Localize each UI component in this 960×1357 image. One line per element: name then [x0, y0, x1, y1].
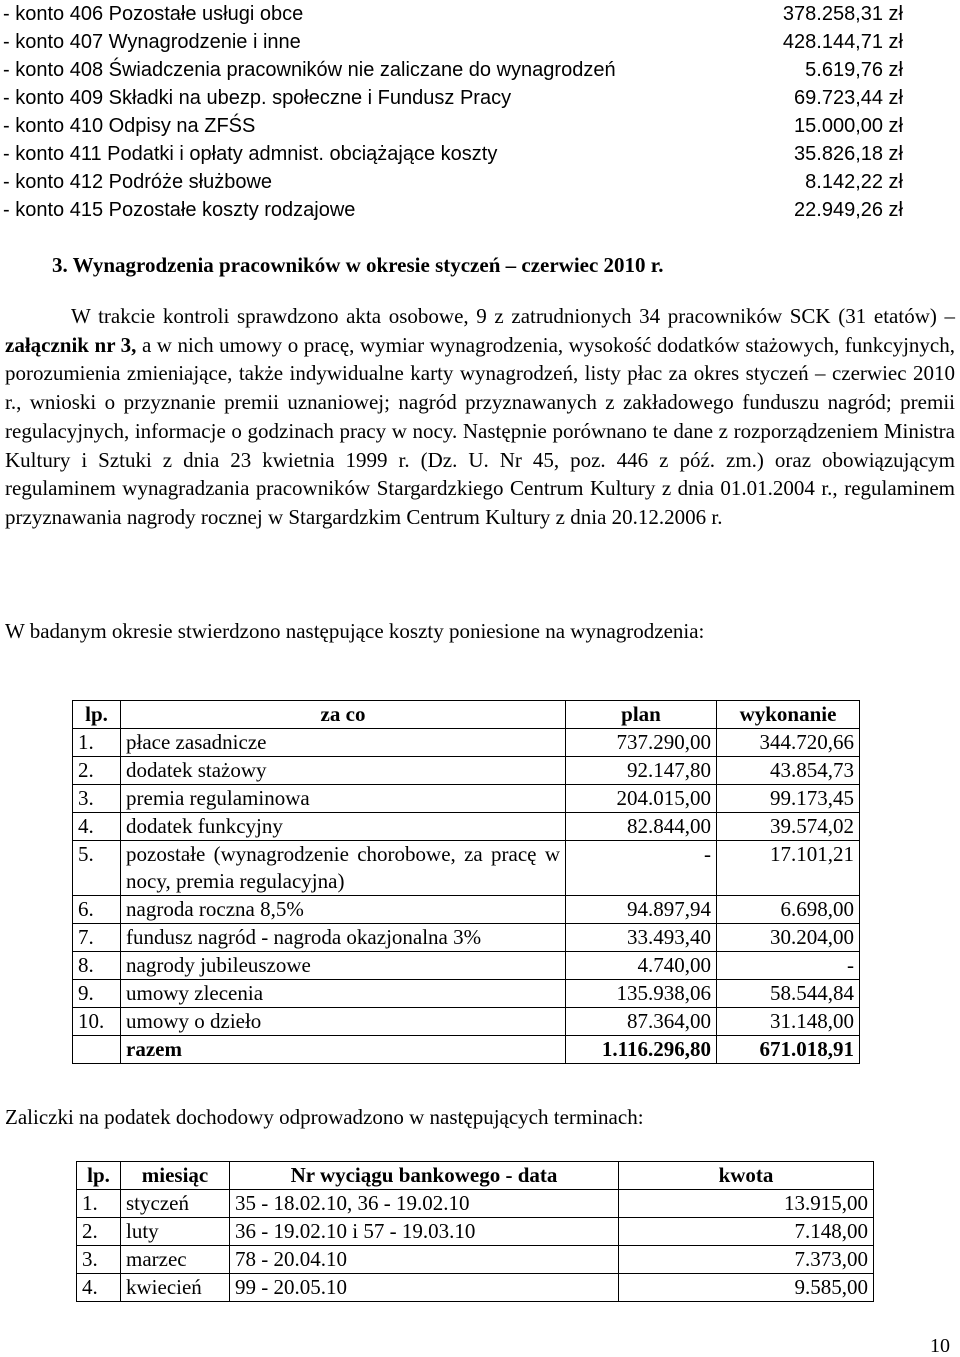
header-plan: plan [566, 701, 717, 729]
cell-done: 58.544,84 [717, 980, 860, 1008]
table-row [73, 896, 860, 924]
table-row [73, 813, 860, 841]
cell-lp: 3. [73, 785, 121, 813]
account-amount: 428.144,71 zł [782, 31, 903, 53]
account-amount: 8.142,22 zł [805, 171, 903, 193]
cell-done: 17.101,21 [717, 841, 860, 896]
cell-done: 344.720,66 [717, 729, 860, 757]
cell-lp: 4. [73, 813, 121, 841]
total-plan: 1.116.296,80 [566, 1036, 717, 1064]
cell-plan: 92.147,80 [566, 757, 717, 785]
header-month: miesiąc [121, 1162, 230, 1190]
cell-item: umowy o dzieło [121, 1008, 566, 1036]
account-row [3, 112, 903, 140]
cell-amount: 13.915,00 [619, 1190, 874, 1218]
cell-done: 6.698,00 [717, 896, 860, 924]
cell-lp: 1. [73, 729, 121, 757]
cell-plan: 33.493,40 [566, 924, 717, 952]
table-row [73, 785, 860, 813]
cell-lp: 2. [73, 757, 121, 785]
cell-item: dodatek stażowy [121, 757, 566, 785]
table-row [73, 980, 860, 1008]
page-number: 10 [930, 1335, 950, 1357]
cell-month: styczeń [121, 1190, 230, 1218]
table-row [77, 1246, 874, 1274]
account-row [3, 84, 903, 112]
header-wykonanie: wykonanie [717, 701, 860, 729]
cell-item: fundusz nagród - nagroda okazjonalna 3% [121, 924, 566, 952]
account-label: - konto 408 Świadczenia pracowników nie zaliczane do wynagrodzeń [3, 59, 616, 81]
account-label: - konto 410 Odpisy na ZFŚS [3, 115, 256, 137]
cell-bank-statement: 36 - 19.02.10 i 57 - 19.03.10 [230, 1218, 619, 1246]
cell-bank-statement: 78 - 20.04.10 [230, 1246, 619, 1274]
cell-item: premia regulaminowa [121, 785, 566, 813]
header-lp: lp. [73, 701, 121, 729]
total-label: razem [121, 1036, 566, 1064]
costs-intro: W badanym okresie stwierdzono następujące koszty poniesione na wynagrodzenia: [5, 619, 705, 643]
account-row [3, 0, 903, 28]
account-label: - konto 406 Pozostałe usługi obce [3, 3, 304, 25]
table-header-row [77, 1162, 874, 1190]
section-heading: 3. Wynagrodzenia pracowników w okresie styczeń – czerwiec 2010 r. [52, 253, 664, 277]
cell-month: marzec [121, 1246, 230, 1274]
cell-lp: 4. [77, 1274, 121, 1302]
cell-plan: 204.015,00 [566, 785, 717, 813]
table-row [73, 729, 860, 757]
account-amount: 378.258,31 zł [782, 3, 903, 25]
cell-plan: - [566, 841, 717, 896]
cell-lp: 10. [73, 1008, 121, 1036]
cell-plan: 4.740,00 [566, 952, 717, 980]
cell-done: 43.854,73 [717, 757, 860, 785]
total-done: 671.018,91 [717, 1036, 860, 1064]
cell-plan: 87.364,00 [566, 1008, 717, 1036]
table-total-row [73, 1036, 860, 1064]
cell-lp: 1. [77, 1190, 121, 1218]
account-label: - konto 411 Podatki i opłaty admnist. obciążające koszty [3, 143, 498, 165]
header-lp: lp. [77, 1162, 121, 1190]
header-amount: kwota [619, 1162, 874, 1190]
cell-lp: 9. [73, 980, 121, 1008]
table-row [73, 757, 860, 785]
account-row [3, 196, 903, 224]
cell-done: 30.204,00 [717, 924, 860, 952]
paragraph-part2: a w nich umowy o pracę, wymiar wynagrodzenia, wysokość dodatków stażowych, funkcyjnych, porozumienia zmieniające, także indywidualne karty wynagrodzeń, listy płac za okres styczeń – czerwiec 2010 r., wnioski o przyznanie premii uznaniowej; nagród przyznawanych z zakładowego funduszu nagród; premii regulacyjnych, informacje o godzinach pracy w nocy. Następnie porównano te dane z rozporządzeniem Ministra Kultury i Sztuki z dnia 23 kwietnia 1999 r. (Dz. U. Nr 45, poz. 446 z póź. zm.) oraz obowiązującym regulaminem wynagradzania pracowników Stargardzkiego Centrum Kultury z dnia 01.01.2004 r., regulaminem przyznawania nagrody rocznej w Stargardzkim Centrum Kultury z dnia 20.12.2006 r. [5, 332, 956, 529]
cell-lp: 5. [73, 841, 121, 896]
table-row [77, 1274, 874, 1302]
table-header-row [73, 701, 860, 729]
tax-intro: Zaliczki na podatek dochodowy odprowadzono w następujących terminach: [5, 1105, 644, 1129]
cell-done: 31.148,00 [717, 1008, 860, 1036]
attachment-reference: załącznik nr 3, [5, 332, 137, 357]
cell-lp-empty [73, 1036, 121, 1064]
account-row [3, 28, 903, 56]
tax-table [76, 1161, 874, 1302]
header-za-co: za co [121, 701, 566, 729]
account-label: - konto 409 Składki na ubezp. społeczne i Fundusz Pracy [3, 87, 512, 109]
cell-done: - [717, 952, 860, 980]
table-row [73, 924, 860, 952]
cell-lp: 7. [73, 924, 121, 952]
cell-item: nagrody jubileuszowe [121, 952, 566, 980]
table-row [73, 952, 860, 980]
account-amount: 5.619,76 zł [805, 59, 903, 81]
costs-table [72, 700, 860, 1064]
cell-item: dodatek funkcyjny [121, 813, 566, 841]
account-amount: 15.000,00 zł [794, 115, 903, 137]
cell-done: 99.173,45 [717, 785, 860, 813]
cell-month: kwiecień [121, 1274, 230, 1302]
cell-item: płace zasadnicze [121, 729, 566, 757]
account-row [3, 140, 903, 168]
account-row [3, 168, 903, 196]
cell-item: pozostałe (wynagrodzenie chorobowe, za pracę w nocy, premia regulacyjna) [121, 841, 566, 896]
cell-lp: 2. [77, 1218, 121, 1246]
table-row [77, 1190, 874, 1218]
body-paragraph [5, 302, 955, 532]
header-bank-statement: Nr wyciągu bankowego - data [230, 1162, 619, 1190]
cell-item: nagroda roczna 8,5% [121, 896, 566, 924]
account-row [3, 56, 903, 84]
cell-plan: 82.844,00 [566, 813, 717, 841]
cell-done: 39.574,02 [717, 813, 860, 841]
cell-month: luty [121, 1218, 230, 1246]
cell-lp: 3. [77, 1246, 121, 1274]
cell-item: umowy zlecenia [121, 980, 566, 1008]
cell-lp: 6. [73, 896, 121, 924]
account-label: - konto 412 Podróże służbowe [3, 171, 273, 193]
account-amount: 22.949,26 zł [794, 199, 903, 221]
cell-amount: 7.373,00 [619, 1246, 874, 1274]
account-label: - konto 415 Pozostałe koszty rodzajowe [3, 199, 356, 221]
cell-plan: 135.938,06 [566, 980, 717, 1008]
paragraph-part1: W trakcie kontroli sprawdzono akta osobowe, 9 z zatrudnionych 34 pracowników SCK (31 etatów) – [71, 304, 955, 328]
account-amount: 69.723,44 zł [794, 87, 903, 109]
cell-plan: 737.290,00 [566, 729, 717, 757]
table-row [73, 841, 860, 896]
account-label: - konto 407 Wynagrodzenie i inne [3, 31, 301, 53]
cell-plan: 94.897,94 [566, 896, 717, 924]
cell-bank-statement: 35 - 18.02.10, 36 - 19.02.10 [230, 1190, 619, 1218]
cell-lp: 8. [73, 952, 121, 980]
table-row [77, 1218, 874, 1246]
cell-bank-statement: 99 - 20.05.10 [230, 1274, 619, 1302]
cell-amount: 7.148,00 [619, 1218, 874, 1246]
table-row [73, 1008, 860, 1036]
account-amount: 35.826,18 zł [794, 143, 903, 165]
cell-amount: 9.585,00 [619, 1274, 874, 1302]
